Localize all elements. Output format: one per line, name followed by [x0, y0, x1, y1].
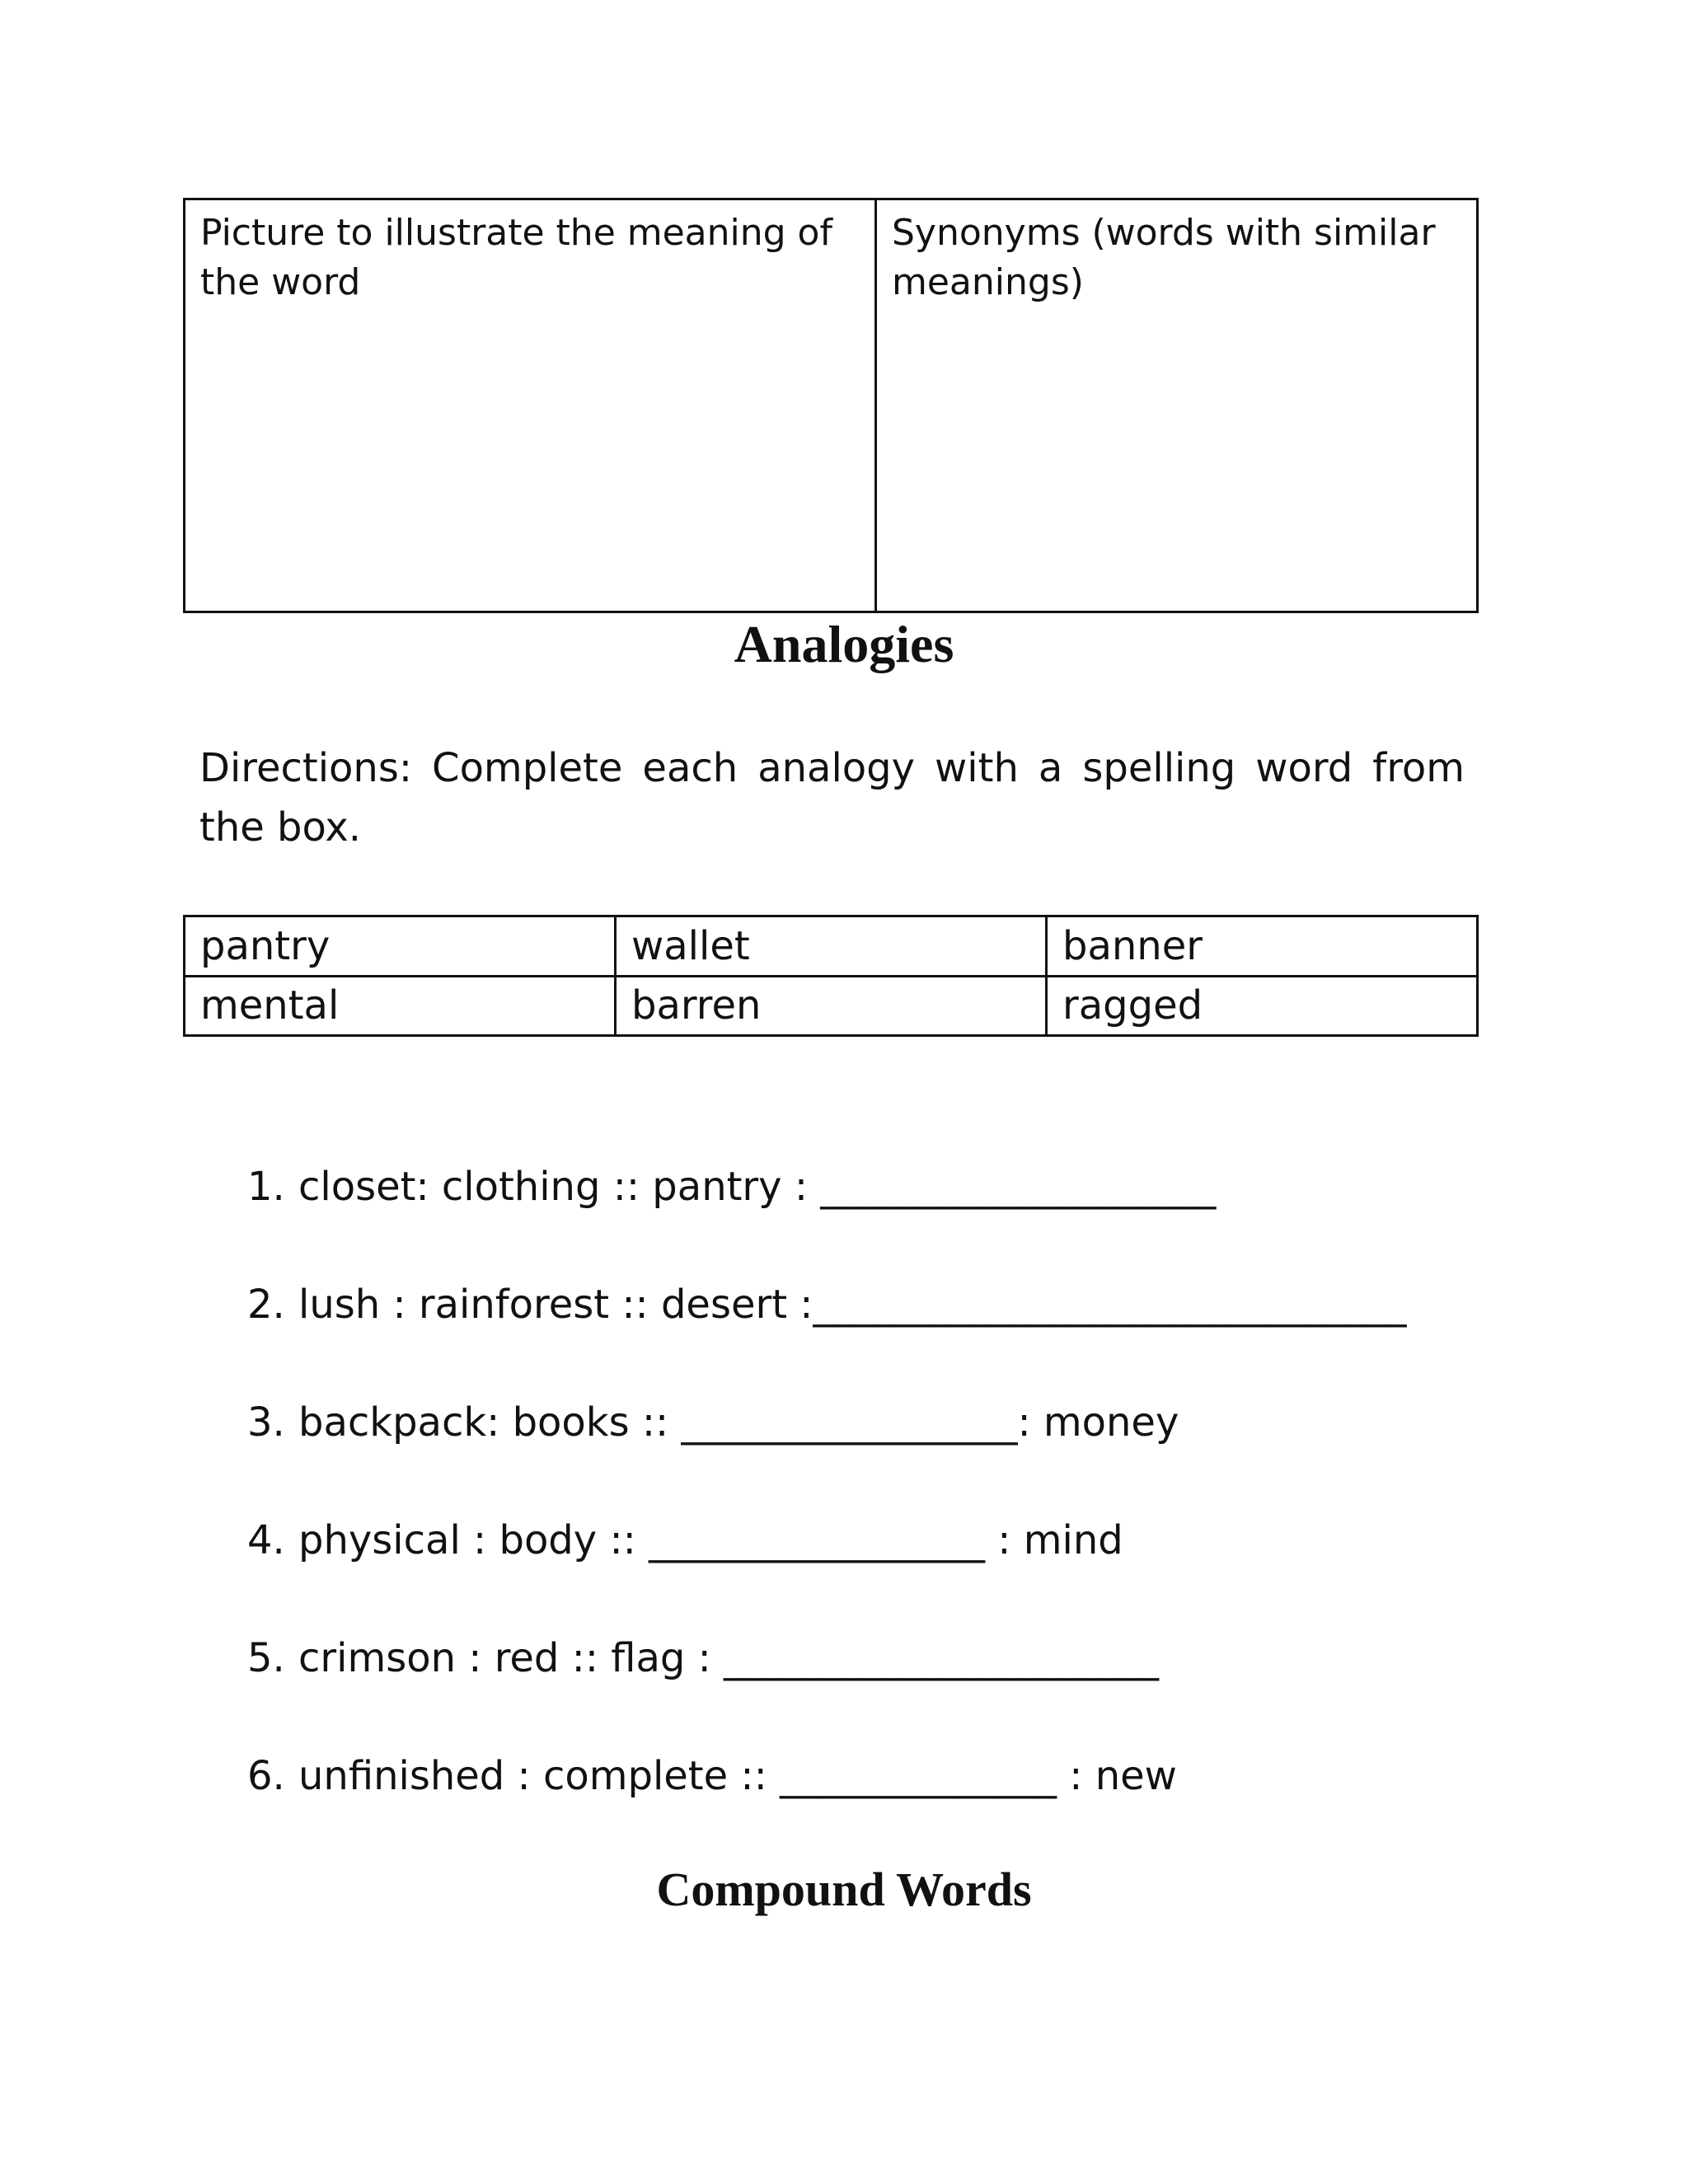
word-box-cell: pantry	[185, 916, 616, 977]
analogy-text: physical : body :: _________________ : mind	[298, 1517, 1123, 1563]
word-box-cell: barren	[616, 976, 1047, 1036]
analogy-text: closet: clothing :: pantry : ____________________	[298, 1164, 1217, 1210]
analogy-number: 2.	[247, 1282, 285, 1328]
analogy-item	[247, 1743, 1406, 1861]
analogy-text: lush : rainforest :: desert :______________________________	[298, 1282, 1407, 1328]
analogy-list	[247, 1154, 1406, 1861]
word-box-cell: wallet	[616, 916, 1047, 977]
word-box-row	[185, 916, 1478, 977]
analogy-item	[247, 1507, 1406, 1625]
compound-words-heading: Compound Words	[656, 1863, 1032, 1916]
word-box-cell: banner	[1047, 916, 1478, 977]
analogy-number: 4.	[247, 1517, 285, 1563]
analogy-number: 3.	[247, 1399, 285, 1446]
analogies-heading: Analogies	[734, 615, 954, 673]
analogy-item	[247, 1390, 1406, 1507]
analogy-item	[247, 1154, 1406, 1272]
synonyms-cell: Synonyms (words with similar meanings)	[876, 199, 1478, 612]
analogy-number: 5.	[247, 1635, 285, 1681]
directions-text: Directions: Complete each analogy with a spelling word from the box.	[199, 745, 1465, 851]
analogy-number: 1.	[247, 1164, 285, 1210]
word-box-row	[185, 976, 1478, 1036]
analogy-item	[247, 1625, 1406, 1743]
vocabulary-table-row	[185, 199, 1478, 612]
analogy-number: 6.	[247, 1753, 285, 1799]
analogy-text: unfinished : complete :: ______________ : new	[298, 1753, 1177, 1799]
vocabulary-table	[183, 198, 1479, 613]
analogy-item	[247, 1272, 1406, 1390]
word-box-cell: mental	[185, 976, 616, 1036]
picture-cell: Picture to illustrate the meaning of the word	[185, 199, 876, 612]
word-box-cell: ragged	[1047, 976, 1478, 1036]
word-box-table	[183, 915, 1479, 1037]
analogy-text: crimson : red :: flag : ______________________	[298, 1635, 1160, 1681]
analogy-text: backpack: books :: _________________: money	[298, 1399, 1179, 1446]
